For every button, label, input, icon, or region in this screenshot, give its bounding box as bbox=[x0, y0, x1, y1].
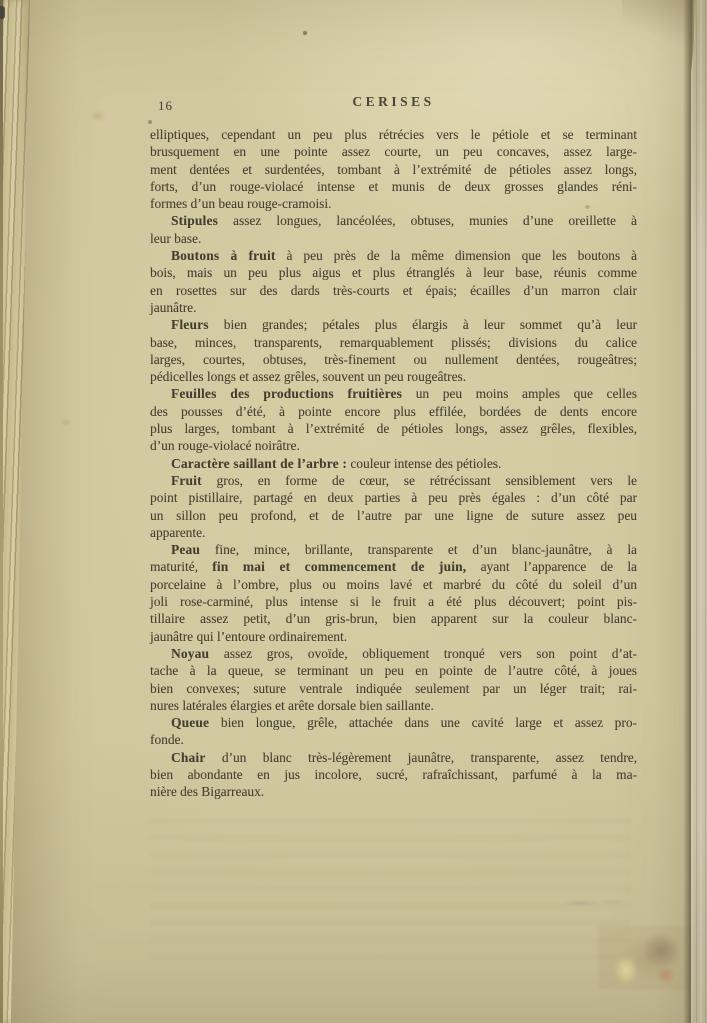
text-line bbox=[150, 662, 637, 679]
lead-word: Queue bbox=[171, 715, 210, 731]
text-line bbox=[150, 126, 637, 143]
text-run: jaunâtre. bbox=[150, 299, 197, 315]
text-line bbox=[150, 472, 637, 489]
paragraph bbox=[150, 126, 637, 212]
text-run: bois, mais un peu plus aigus et plus étranglés à leur base, réunis comme bbox=[150, 265, 637, 281]
text-line bbox=[150, 489, 637, 506]
text-line bbox=[150, 161, 637, 178]
text-run: joli rose-carminé, plus intense si le fruit a été plus découvert; point pis- bbox=[150, 594, 637, 610]
paragraph bbox=[150, 212, 637, 247]
running-title: CERISES bbox=[352, 94, 435, 109]
paragraph bbox=[150, 316, 637, 385]
text-run: leur base. bbox=[150, 230, 202, 246]
lead-word: Caractère saillant de l’arbre : bbox=[171, 455, 348, 471]
text-run: porcelaine à l’ombre, plus ou moins lavé et marbré du côté du soleil d’un bbox=[150, 576, 637, 592]
text-line bbox=[150, 230, 637, 247]
text-run: elliptiques, cependant un peu plus rétrécies vers le pétiole et se terminant bbox=[150, 127, 637, 142]
text-run: assez gros, ovoïde, obliquement tronqué vers son point d’at- bbox=[209, 645, 637, 661]
text-run: nures latérales élargies et arête dorsale bien saillante. bbox=[150, 697, 434, 713]
body-text bbox=[150, 126, 637, 801]
foxing-speck bbox=[585, 205, 590, 209]
text-line bbox=[150, 697, 637, 714]
lead-word: Feuilles des productions fruitières bbox=[171, 386, 403, 402]
text-run: plus larges, tombant à l’extrémité de pétioles longs, assez grêles, flexibles, bbox=[150, 421, 637, 437]
text-line bbox=[150, 351, 637, 368]
text-run: fine, mince, brillante, transparente et d’un blanc-jaunâtre, à la bbox=[200, 542, 637, 558]
text-run: d’un rouge-violacé noirâtre. bbox=[150, 438, 300, 454]
text-line bbox=[150, 316, 637, 333]
text-run: un sillon peu profond, et de l’autre par une ligne de suture assez peu bbox=[150, 507, 637, 523]
text-run: jaunâtre qui l’entoure ordinairement. bbox=[150, 628, 348, 644]
lead-word: Fleurs bbox=[171, 317, 209, 333]
text-run: bien grandes; pétales plus élargis à leur sommet qu’à leur bbox=[208, 317, 637, 333]
reverse-side-ghosting bbox=[150, 818, 630, 968]
text-line bbox=[150, 680, 637, 697]
text-run: d’un blanc très-légèrement jaunâtre, transparente, assez tendre, bbox=[205, 749, 637, 765]
text-line bbox=[150, 766, 637, 783]
foxing-speck bbox=[303, 31, 307, 35]
text-run: tache à la queue, se terminant un peu en pointe de l’autre côté, à joues bbox=[150, 663, 637, 679]
text-line bbox=[150, 455, 637, 472]
paragraph bbox=[150, 455, 637, 472]
text-line bbox=[150, 420, 637, 437]
text-run: base, minces, transparents, remarquablement plissés; divisions du calice bbox=[150, 334, 637, 350]
text-run: un peu moins amples que celles bbox=[402, 386, 638, 402]
text-run: des pousses d’été, à pointe encore plus effilée, bordées de dents encore bbox=[150, 403, 637, 419]
text-run: fonde. bbox=[150, 732, 184, 748]
text-line bbox=[150, 507, 637, 524]
lead-word: Boutons à fruit bbox=[171, 248, 276, 264]
text-line bbox=[150, 610, 637, 627]
text-line bbox=[150, 714, 637, 731]
text-line bbox=[150, 437, 637, 454]
text-run: ayant l’apparence de la bbox=[466, 559, 637, 575]
paragraph bbox=[150, 472, 637, 541]
text-line bbox=[150, 334, 637, 351]
edge-notch bbox=[0, 6, 5, 19]
text-run: tillaire assez petit, d’un gris-brun, bien apparent sur la couleur blanc- bbox=[150, 611, 637, 627]
foxing-speck bbox=[148, 120, 152, 124]
text-line bbox=[150, 576, 637, 593]
text-line bbox=[150, 143, 637, 160]
text-line bbox=[150, 731, 637, 748]
text-line bbox=[150, 524, 637, 541]
text-line bbox=[150, 593, 637, 610]
paragraph bbox=[150, 247, 637, 316]
text-run: pédicelles longs et assez grêles, souvent un peu rougeâtres. bbox=[150, 369, 467, 385]
right-page-edge bbox=[691, 0, 707, 1023]
text-run: en rosettes sur des dards très-courts et épais; écailles d’un marron clair bbox=[150, 282, 637, 298]
text-run: apparente. bbox=[150, 524, 206, 540]
text-line bbox=[150, 264, 637, 281]
lead-word: fin mai et commencement de juin, bbox=[212, 559, 467, 575]
text-run: bien abondante en jus incolore, sucré, rafraîchissant, parfumé à la ma- bbox=[150, 766, 637, 782]
lead-word: Fruit bbox=[171, 472, 202, 488]
text-run: formes d’un beau rouge-cramoisi. bbox=[150, 196, 332, 212]
text-run: bien longue, grêle, attachée dans une cavité large et assez pro- bbox=[209, 715, 637, 731]
text-run: bien convexes; suture ventrale indiquée seulement par un léger trait; rai- bbox=[150, 680, 637, 696]
lead-word: Stipules bbox=[171, 213, 218, 229]
text-line bbox=[150, 368, 637, 385]
text-line bbox=[150, 403, 637, 420]
lead-word: Peau bbox=[171, 542, 201, 558]
text-run: nière des Bigarreaux. bbox=[150, 784, 265, 800]
text-line bbox=[150, 645, 637, 662]
text-line bbox=[150, 385, 637, 402]
show-through-smudge bbox=[560, 897, 630, 909]
lead-word: Noyau bbox=[171, 645, 210, 661]
paragraph bbox=[150, 385, 637, 454]
page-number: 16 bbox=[158, 98, 173, 113]
text-line bbox=[150, 178, 637, 195]
paragraph bbox=[150, 645, 637, 714]
text-line bbox=[150, 628, 637, 645]
text-line bbox=[150, 212, 637, 229]
paragraph bbox=[150, 749, 637, 801]
text-run: à peu près de la même dimension que les boutons à bbox=[275, 248, 637, 264]
text-run: forts, d’un rouge-violacé intense et munis de deux grosses glandes réni- bbox=[150, 178, 637, 194]
text-line bbox=[150, 195, 637, 212]
paragraph bbox=[150, 714, 637, 749]
paragraph bbox=[150, 541, 637, 645]
text-run: point pistillaire, partagé en deux parties à peu près égales : d’un côté par bbox=[150, 490, 637, 506]
text-run: brusquement en une pointe assez courte, un peu concaves, assez large- bbox=[150, 144, 637, 160]
text-line bbox=[150, 749, 637, 766]
foxing-stain bbox=[60, 418, 72, 427]
text-line bbox=[150, 299, 637, 316]
text-run: larges, courtes, obtuses, très-finement ou nullement dentées, rougeâtres; bbox=[150, 351, 637, 367]
text-line bbox=[150, 541, 637, 558]
text-run: ment dentées et surdentées, tombant à l’extrémité de pétioles assez longs, bbox=[150, 161, 637, 177]
page-header bbox=[150, 94, 637, 116]
text-run: gros, en forme de cœur, se rétrécissant sensiblement vers le bbox=[201, 472, 637, 488]
lead-word: Chair bbox=[171, 749, 206, 765]
foxing-stain bbox=[90, 110, 106, 122]
text-line bbox=[150, 282, 637, 299]
text-run: assez longues, lancéolées, obtuses, munies d’une oreillette à bbox=[218, 213, 637, 229]
text-line bbox=[150, 247, 637, 264]
left-edge-line bbox=[0, 0, 3, 1023]
text-line bbox=[150, 558, 637, 575]
text-run: couleur intense des pétioles. bbox=[347, 455, 502, 471]
show-through-plate bbox=[598, 926, 692, 989]
text-line bbox=[150, 783, 637, 800]
text-run: maturité, bbox=[150, 559, 213, 575]
